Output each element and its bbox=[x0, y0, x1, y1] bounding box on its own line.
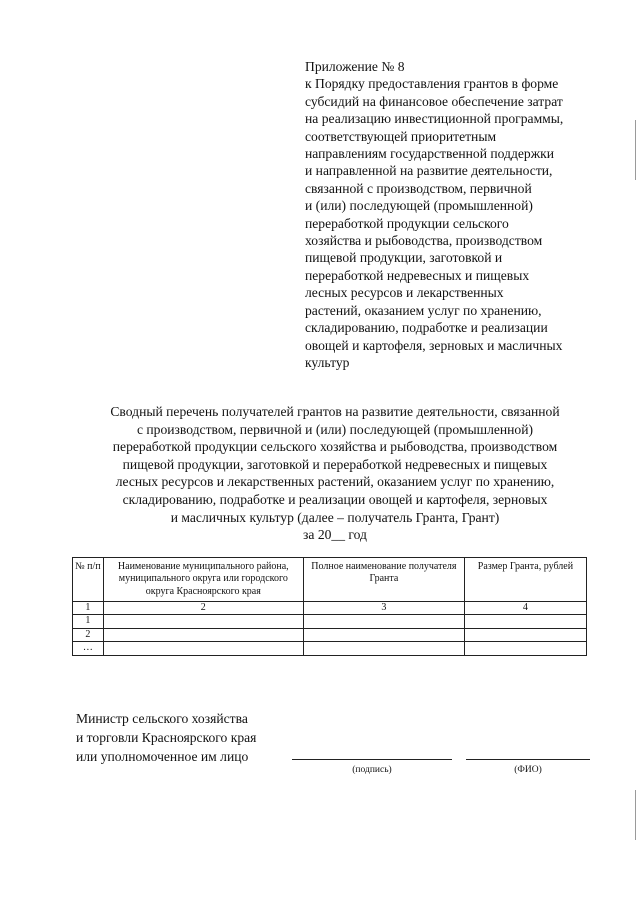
header-grant-size: Размер Гранта, рублей bbox=[464, 558, 586, 602]
heading-line: с производством, первичной и (или) последующей (промышленной) bbox=[136, 421, 534, 437]
appendix-line: переработкой недревесных и пищевых bbox=[305, 267, 530, 283]
table-row bbox=[73, 615, 587, 628]
table-row bbox=[73, 642, 587, 655]
table-cell: 1 bbox=[73, 615, 104, 628]
table-cell: 3 bbox=[303, 602, 464, 615]
table-cell bbox=[464, 615, 586, 628]
appendix-line: лесных ресурсов и лекарственных bbox=[305, 285, 504, 301]
header-number: № п/п bbox=[73, 558, 104, 602]
signatory-block bbox=[76, 709, 256, 766]
table-cell bbox=[103, 615, 303, 628]
heading-line: складированию, подработке и реализации овощей и картофеля, зерновых bbox=[122, 491, 548, 507]
appendix-line: складированию, подработке и реализации bbox=[305, 320, 548, 336]
appendix-line: соответствующей приоритетным bbox=[305, 128, 497, 144]
appendix-title: Приложение № 8 bbox=[305, 59, 405, 74]
header-recipient-name: Полное наименование получателя Гранта bbox=[303, 558, 464, 602]
table-cell bbox=[103, 628, 303, 641]
appendix-line: на реализацию инвестиционной программы, bbox=[305, 111, 564, 127]
name-line bbox=[466, 759, 590, 760]
table-cell bbox=[303, 642, 464, 655]
appendix-block bbox=[305, 58, 605, 371]
table-cell bbox=[464, 628, 586, 641]
appendix-line: растений, оказанием услуг по хранению, bbox=[305, 302, 542, 318]
heading-line: и масличных культур (далее – получатель Гранта, Грант) bbox=[170, 509, 500, 525]
signatory-line: или уполномоченное им лицо bbox=[76, 749, 249, 764]
table-cell bbox=[103, 642, 303, 655]
heading-line: Сводный перечень получателей грантов на развитие деятельности, связанной bbox=[110, 404, 560, 419]
appendix-line: хозяйства и рыбоводства, производством bbox=[305, 233, 543, 249]
table-cell bbox=[303, 628, 464, 641]
name-caption: (ФИО) bbox=[514, 765, 542, 775]
heading-line: переработкой продукции сельского хозяйства и рыбоводства, производством bbox=[112, 439, 558, 455]
signature-line bbox=[292, 759, 452, 760]
header-municipality: Наименование муниципального района, муниципального округа или городского округа Красноярского края bbox=[103, 558, 303, 602]
document-heading bbox=[60, 403, 610, 544]
table-cell bbox=[464, 642, 586, 655]
table-row bbox=[73, 628, 587, 641]
appendix-line: пищевой продукции, заготовкой и bbox=[305, 250, 503, 266]
table-header-row bbox=[73, 558, 587, 602]
table-cell: 4 bbox=[464, 602, 586, 615]
appendix-line: и направленной на развитие деятельности, bbox=[305, 163, 553, 179]
appendix-line: и (или) последующей (промышленной) bbox=[305, 198, 533, 214]
appendix-line: направлениям государственной поддержки bbox=[305, 146, 554, 162]
appendix-line: к Порядку предоставления грантов в форме bbox=[305, 76, 559, 92]
appendix-line: культур bbox=[305, 354, 350, 370]
appendix-line: связанной с производством, первичной bbox=[305, 180, 532, 196]
heading-line: лесных ресурсов и лекарственных растений, оказанием услуг по хранению, bbox=[115, 474, 555, 490]
table-cell: 2 bbox=[73, 628, 104, 641]
table-cell: 1 bbox=[73, 602, 104, 615]
table-cell bbox=[303, 615, 464, 628]
scan-edge-mark bbox=[635, 790, 636, 840]
scan-edge-mark bbox=[635, 120, 636, 180]
signatory-line: и торговли Красноярского края bbox=[76, 730, 257, 745]
appendix-line: овощей и картофеля, зерновых и масличных bbox=[305, 337, 563, 353]
table-cell: 2 bbox=[103, 602, 303, 615]
table-cell: … bbox=[73, 642, 104, 655]
table-row bbox=[73, 602, 587, 615]
grants-table bbox=[72, 557, 587, 656]
signature-caption: (подпись) bbox=[352, 765, 392, 775]
appendix-line: субсидий на финансовое обеспечение затрат bbox=[305, 93, 563, 109]
signatory-line: Министр сельского хозяйства bbox=[76, 711, 248, 726]
appendix-line: переработкой продукции сельского bbox=[305, 215, 509, 231]
heading-year-line: за 20__ год bbox=[303, 527, 367, 543]
heading-line: пищевой продукции, заготовкой и переработкой недревесных и пищевых bbox=[122, 456, 548, 472]
